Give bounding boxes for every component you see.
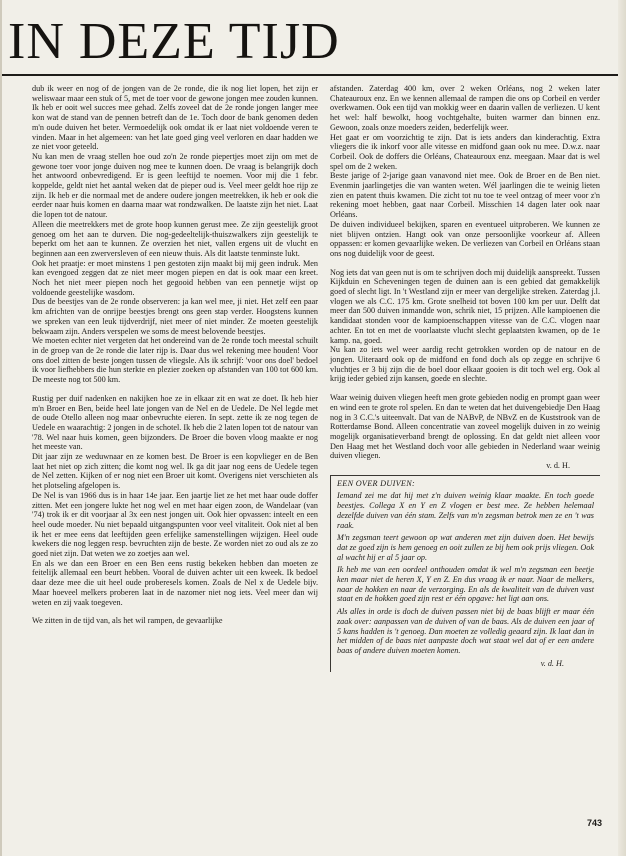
left-text-block-2: Rustig per duif nadenken en nakijken hoe ze in elkaar zit en wat ze doet. Ik heb hier m'n Broer en Ben, beide heel late jongen van de Nel en de Uedele. De Nel legde met de oude Otello alleen nog maar onbevruchte eieren. In sept. zette ik ze nog tegen de Uedele en waarachtig: 2 jongen in de schotel. Ik heb die 2 laten lopen tot de natour van '78. Wel naar huis komen, geen bijzonders. De Broer die boven vloog maakte er nog het meeste van. Dit jaar zijn ze weduwnaar en ze komen best. De Broer is een kopvlieger en de Ben laat het niet op zich zitten; die komt nog wel. Ik ga dit jaar nog eens de Uedele tegen de Nel zetten. Kijken of er nog niet een Broer uit komt. Overigens niet verschieten als het plotseling afgelopen is. De Nel is van 1966 dus is in haar 14e jaar. Een jaartje liet ze het met haar oude doffer zitten. Met een jongere lukte het nog wel en met haar eigen zoon, de Wandelaar (van '74) trok ik er dit voorjaar al 3x een nest jongen uit. Ook hier opvassen: inteelt en een heel oude moeder. Nu niet bepaald uitgangspunten voor veel vitaliteit. Ook niet al ben ik het er mee eens dat leeftijden geen erfelijke samenstellingen wijzigen. Heel oude kwekers die nog leggen resp. bevruchten zijn de beste. Ze worden niet zo oud als ze zo goed niet zijn. Dat weten we zo zoetjes aan wel. En als we dan een Broer en een Ben eens rustig bekeken hebben dan moeten ze feitelijk allemaal een beurt hebben. Vooral de duiven achter uit een kweek. Ik bedoel daar deze mee die uit heel oude proberesels komen. Zoals de Nel x de Uedele bijv. Maar hoeveel melkers proberen laat in de nazomer niet nog iets. Veel meer dan wij weten en zij vaak toegeven.	[32, 393, 318, 607]
right-column	[330, 84, 600, 672]
sidebar-paragraph: Ik heb me van een oordeel onthouden omdat ik wel m'n zegsman een beetje ken maar niet de heren X, Y en Z. En dus vraag ik er naar. Naar de melkers, naar de hokken en naar de verzorging. En als de kwaliteit van de duiven vast staat en de hokken goed zijn rest er één opgave: het ligt aan ons.	[337, 565, 594, 604]
title-divider	[2, 74, 626, 76]
sidebar-paragraph: Als alles in orde is doch de duiven passen niet bij de baas blijft er maar één zaak over: aanpassen van de duiven of van de baas. Als de duiven een jaar of 5 kans hadden is 't genoeg. Dan moeten ze volledig geaard zijn. Ik laat dan in het midden of de baas niet aanpaste doch wat staat wel dat of er een andere baas of andere duiven moeten komen.	[337, 607, 594, 655]
sidebar-heading: EEN OVER DUIVEN:	[337, 478, 416, 488]
page-edge-shadow	[618, 0, 626, 856]
sidebar-box	[330, 475, 600, 673]
author-signature: v. d. H.	[546, 461, 570, 471]
page-number: 743	[587, 818, 603, 828]
right-text-block-1: afstanden. Zaterdag 400 km, over 2 weken Orléans, nog 2 weken later Chateauroux enz. En we kennen allemaal de rampen die ons op Corbeil en verder overkwamen. Ook een tijd van mokkig weer en daarin vallen de verliezen. U kent het wel: half bewolkt, hoog vochtgehalte, buiten warmer dan binnen enz. Gewoon, zoals onze moeders zeiden, bederfelijk weer. Het gaat er om voorzichtig te zijn. Dat is iets anders dan kinderachtig. Extra vliegers die ik inkorf voor alle vitesse en midfond gaan ook nu mee. D.w.z. naar Corbeil. Ook de doffers die Orléans, Chateauroux enz. meegaan. Maar dat is wel spel om de 2 weken. Beste jarige of 2-jarige gaan vanavond niet mee. Ook de Broer en de Ben niet. Evenmin jaarlingetjes die van wanten weten. Wél jaarlingen die te weinig lieten zien en patent thuis kwamen. Die zicht tot nu toe te veel ontzag of meer voor z'n rekening moet hebben, gaat naar Corbeil. Misschien 14 dagen later ook naar Orléans. De duiven individueel bekijken, sparen en eventueel uitproberen. We kunnen ze niet blijven ontzien. Hangt ook van onze persoonlijke voorkeur af. Alleen oppassen: er komen gevaarlijke weken. De verliezen van Corbeil en Orléans staan ons nog duidelijk voor de geest.	[330, 84, 600, 258]
sidebar-signature: v. d. H.	[540, 658, 564, 668]
sidebar-paragraph: Iemand zei me dat hij met z'n duiven weinig klaar maakte. En toch goede beestjes. Collega X en Y en Z vlogen er best mee. Ze hebben helemaal dezelfde duiven van één stam. Zelfs van m'n zegsman betrok men ze en 't was raak.	[337, 491, 594, 530]
sidebar-paragraph: M'n zegsman teert gewoon op wat anderen met zijn duiven doen. Het bewijs dat ze goed zijn is hem genoeg en ooit zullen ze bij hem ook prijs vliegen. Ook al wacht hij er al 5 jaar op.	[337, 533, 594, 562]
page-title: IN DEZE TIJD	[8, 13, 340, 70]
left-column	[32, 84, 318, 626]
right-text-block-3: Waar weinig duiven vliegen heeft men grote gebieden nodig en prompt gaan weer en wind een te grote rol spelen. En dan te weten dat het duivengebiedje Den Haag nog in 3 C.C.'s uiteenvalt. Dat van de NABvP, de NBvZ en de Kuststrook van de Rotterdamse Bond. Alleen concentratie van zoveel mogelijk duiven in zo weinig mogelijk organisatieverband brengt de oplossing. En dat geldt niet alleen voor Den Haag met het Westland doch voor alle gebieden in Nederland waar weinig duiven vliegen.	[330, 393, 600, 461]
left-text-block-3: We zitten in de tijd van, als het wil rampen, de gevaarlijke	[32, 616, 223, 626]
right-text-block-2: Nog iets dat van geen nut is om te schrijven doch mij duidelijk aanspreekt. Tussen Kijkduin en Scheveningen tegen de duinen aan is een gebied dat gemakkelijk goed of slecht ligt. In 't Westland zijn er meer van dergelijke streken. Zaterdag j.l. vlogen we als C.C. 175 km. Grote snelheid tot boven 100 km per uur. Delft dat meer dan 500 duiven inmandde won, schrik niet, 15 prijzen. Alle kampioenen die kandidaat stonden voor de kampioenschappen vitesse van de C.C. vlogen naar achter. En tot en met de voorlaatste vlucht slecht geplaatsten kwamen, op de 1e kamp. na, goed. Nu kan zo iets wel weer aardig recht getrokken worden op de natour en de jongen. Uiteraard ook op de midfond en fond doch als op zegge en schrijve 6 vluchtjes er 3 bij zijn die de boel door elkaar gooien is dit toch wel erg. Ook al krijg ieder gebied zijn kansen, goede en slechte.	[330, 267, 600, 384]
left-text-block-1: dub ik weer en nog of de jongen van de 2e ronde, die ik nog liet lopen, het zijn er weliswaar maar een stuk of 5, met de toer voor de gewone jongen mee zouden kunnen. Ik heb er ooit wel succes mee gehad. Zelfs zoveel dat de 2e ronde jongen langer mee kon wat de stand van de pennen betreft dan de 1e. Toch door de bank genomen deden m'n oude duiven het beter. Vermoedelijk ook omdat ik er laat niet voldoende veren te vinden. Maar in het algemeen: van het late goed ging veel verloren en daar hadden we ze niet voor geteeld. Nu kan men de vraag stellen hoe oud zo'n 2e ronde piepertjes moet zijn om met de gewone toer voor jonge duiven nog mee te kunnen doen. De vraag is belangrijk doch het antwoord onbevredigend. Er is geen leeftijd te noemen. Voor mij die 1 febr. koppelde, geldt niet het aantal weken dat de pieper oud is. Veel meer geldt hoe rijp ze zijn. Ik heb er die normaal met de andere oudere jongen meetrekken, ik heb er ook die eerder naar huis komen en daarna maar wat rondzwalken. De laatste zijn het niet. Laat die lopen tot de natour. Alleen die meetrekkers met de grote hoop kunnen gerust mee. Ze zijn geestelijk groot genoeg om het aan te durven. Die nog-gedeeltelijk-thuiszwalkers zijn geestelijk te beperkt om het aan te kunnen. Ze overzien het niet, vallen ergens uit de vlucht en beginnen aan een zwerversleven of een nieuw thuis. Als dit laatste tenminste lukt. Ook het praatje: er moet minstens 1 pen gestoten zijn maakt bij mij geen indruk. Men kan evengoed zeggen dat ze niet meer mogen piepen en dat is ook maar een kreet. Noch het niet meer piepen noch het gegooid hebben van een pennetje wijst op voldoende geestelijke wasdom. Dus de beestjes van de 2e ronde observeren: ja kan wel mee, ji niet. Het zelf een paar km africhten van de onrijpe beestjes brengt ons geen stap verder. Hoogstens kunnen we spreken van een leuk tijdverdrijf, niet meer of niet minder. Ze moeten geestelijk bekwaam zijn. Anders verspelen we soms de meest belovende beestjes. We moeten echter niet vergeten dat het ondereind van de 2e ronde toch meestal schuilt in de groep van de 2e ronde die later rijp is. Daar dus wel rekening mee houden! Voor ons doel zitten de beste jongen tussen de vliegsle. Als ik schrijf: 'voor ons doel' bedoel ik voor liefhebbers die hun sterkte en plezier zoeken op afstanden van 100 tot 600 km. De meeste nog tot 500 km.	[32, 84, 318, 385]
